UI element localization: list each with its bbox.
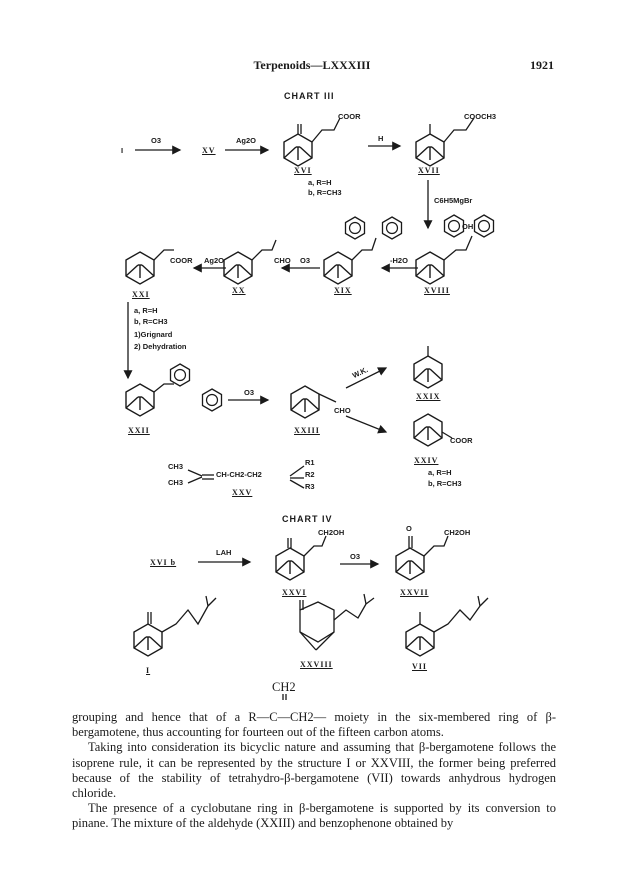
compound-number-xxv: XXV [232,488,253,497]
xvi-variant-b: b, R=CH3 [308,188,342,197]
compound-number-xxviii: XXVIII [300,660,333,669]
running-title: Terpenoids—LXXXIII [253,58,371,72]
xxv-methyl-bottom: CH3 [168,478,184,487]
page-number: 1921 [530,58,554,72]
grignard-reagent-label: C6H5MgBr [434,196,473,205]
compound-number-vii: VII [412,662,428,671]
xxv-methyl-top: CH3 [168,462,184,471]
compound-number-xvii: XVII [418,166,440,175]
compound-number-xxiv: XXIV [414,456,439,465]
xxv-chain-label: CH-CH2-CH2 [216,470,262,479]
compound-number-xxvi: XXVI [282,588,307,597]
wolff-kishner-label: W.K. [350,364,370,381]
ozonolysis-reagent-label-3: O3 [244,388,255,397]
ch2oh-group-label-2: CH2OH [444,528,471,537]
compound-number-xxvii: XXVII [400,588,429,597]
body-paragraph-3: The presence of a cyclobutane ring in β-bergamotene is supported by its conversion to pinane. The mixture of the aldehyde (XXIII) and benzophenone obtained by [72,801,556,831]
body-paragraph-1: grouping and hence that of a R—C—CH2— moiety in the six-membered ring of β-bergamotene, thus accounting for fourteen out of the fifteen carbon atoms. [72,710,556,740]
xxi-variant-a: a, R=H [134,306,158,315]
coor-group-label-2: COOR [170,256,193,265]
hydroxyl-label: OH [462,222,474,231]
compound-number-xxix: XXIX [416,392,441,401]
start-compound-label: I [121,146,124,155]
ketone-oxygen-label: O [406,524,412,533]
compound-number-xvi: XVI [294,166,312,175]
compound-number-i: I [146,666,151,675]
silver-oxide-reagent-label-2: Ag2O [204,256,225,265]
xxiv-variant-b: b, R=CH3 [428,479,462,488]
aldehyde-group-label: CHO [274,256,291,265]
body-text [72,710,556,832]
lah-reagent-label: LAH [216,548,232,557]
h-reagent-label: H [378,134,384,143]
silver-oxide-reagent-label: Ag2O [236,136,257,145]
dehydration-label: -H2O [390,256,408,265]
coor-group-label: COOR [338,112,361,121]
cooch3-group-label: COOCH3 [464,112,497,121]
xxv-r2: R2 [305,470,315,479]
ozonolysis-reagent-label-2: O3 [300,256,311,265]
aldehyde-group-label-2: CHO [334,406,351,415]
step-dehydration: 2) Dehydration [134,342,187,351]
compound-number-xix: XIX [334,286,352,295]
chart-4-title: CHART IV [282,514,333,524]
moiety-ch2-label: CH2 [272,680,296,694]
compound-number-xxii: XXII [128,426,150,435]
compound-number-xxiii: XXIII [294,426,320,435]
xxi-variant-b: b, R=CH3 [134,317,168,326]
step-grignard: 1)Grignard [134,330,173,339]
arrow-xxiii-to-xxiv [346,416,386,432]
ch2oh-group-label: CH2OH [318,528,345,537]
xxv-r3: R3 [305,482,315,491]
compound-number-xxi: XXI [132,290,150,299]
compound-number-xx: XX [232,286,246,295]
compound-number-xviii: XVIII [424,286,450,295]
ozonolysis-reagent-label: O3 [151,136,162,145]
body-paragraph-2: Taking into consideration its bicyclic nature and assuming that β-bergamotene follows the isoprene rule, it can be represented by the structure I or XXVIII, the former being preferred because of the stability of tetrahydro-β-bergamotene (VII) towards anhydrous hydrogen chloride. [72,740,556,801]
ozonolysis-reagent-label-4: O3 [350,552,361,561]
compound-number-xv: XV [202,146,216,155]
compound-number-xvib: XVI b [150,558,177,567]
xxv-r1: R1 [305,458,315,467]
chart-3-title: CHART III [284,91,335,101]
coor-group-label-3: COOR [450,436,473,445]
xvi-variant-a: a, R=H [308,178,332,187]
xxiv-variant-a: a, R=H [428,468,452,477]
